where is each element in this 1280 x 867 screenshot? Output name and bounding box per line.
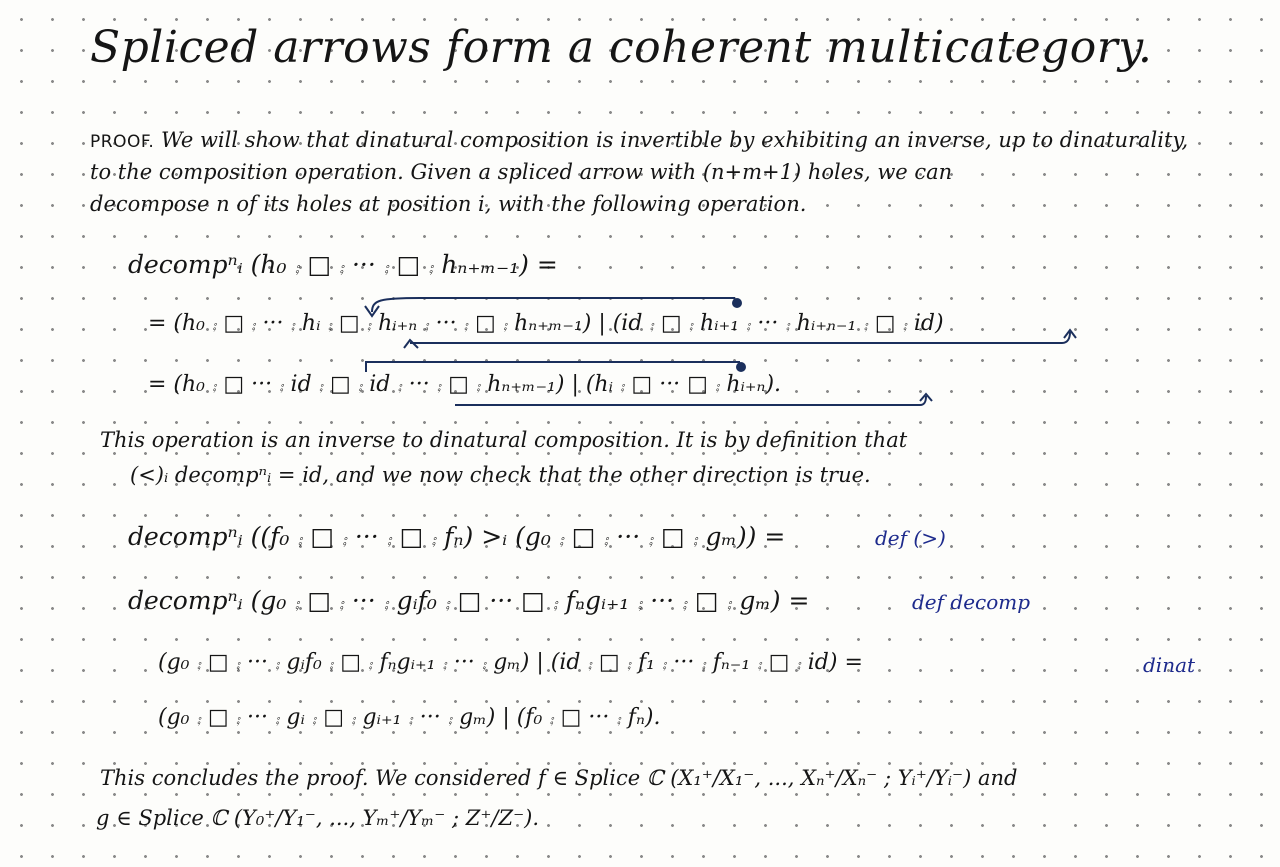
inverse-line-1: This operation is an inverse to dinatural composition. It is by definition that [100, 428, 908, 452]
calc-line-3: (g₀ ⨾ □ ⨾ ··· ⨾ gᵢf₀ ⨾ □ ⨾ fₙgᵢ₊₁ ⨾ ··· ⨾ gₘ) | (id ⨾ □ ⨾ f₁ ⨾ ··· ⨾ fₙ₋₁ ⨾ □ ⨾ id) = [158, 650, 863, 675]
arrow-top-2 [366, 362, 740, 372]
decomp-step-1: = (h₀ ⨾ □ ⨾ ··· ⨾ hᵢ ⨾ □ ⨾ hᵢ₊ₙ ⨾ ··· ⨾ □ ⨾ hₙ₊ₘ₋₁) | (id ⨾ □ ⨾ hᵢ₊₁ ⨾ ··· ⨾ hᵢ₊ₙ₋₁ ⨾ □ ⨾ id) [148, 311, 944, 336]
arrow-bottom-2 [455, 396, 926, 405]
arrow-dot [732, 298, 742, 308]
calc-note-1: def (>) [875, 526, 946, 550]
inverse-line-2: (<)ᵢ decompⁿᵢ = id, and we now check that the other direction is true. [130, 463, 871, 487]
proof-line-2: to the composition operation. Given a spliced arrow with (n+m+1) holes, we can [90, 160, 953, 184]
calc-line-2: decompⁿᵢ (g₀ ⨾ □ ⨾ ··· ⨾ gᵢf₀ ⨾ □ ··· □ ⨾ fₙgᵢ₊₁ ⨾ ··· ⨾ □ ⨾ gₘ) = [128, 586, 810, 615]
conclusion-line-2: g ∈ Splice ℂ (Y₀⁺/Y₁⁻, ..., Yₘ⁺/Yₘ⁻ ; Z⁺/Z⁻). [96, 806, 540, 830]
arrow-dot-2 [736, 362, 746, 372]
page-title: Spliced arrows form a coherent multicategory. [90, 22, 1153, 73]
decomp-step-2: = (h₀ ⨾ □ ··· ⨾ id ⨾ □ ⨾ id ⨾ ··· ⨾ □ ⨾ hₙ₊ₘ₋₁) | (hᵢ ⨾ □ ··· □ ⨾ hᵢ₊ₙ). [148, 372, 782, 397]
calc-note-2: def decomp [912, 590, 1031, 614]
calc-line-4: (g₀ ⨾ □ ⨾ ··· ⨾ gᵢ ⨾ □ ⨾ gᵢ₊₁ ⨾ ··· ⨾ gₘ) | (f₀ ⨾ □ ··· ⨾ fₙ). [158, 705, 661, 730]
calc-note-3: dinat [1143, 653, 1196, 677]
arrow-bottom [410, 332, 1070, 343]
proof-label: PROOF. [90, 132, 155, 152]
calc-line-1: decompⁿᵢ ((f₀ ⨾ □ ⨾ ··· ⨾ □ ⨾ fₙ) >ᵢ (g₀ ⨾ □ ⨾ ··· ⨾ □ ⨾ gₘ)) = [128, 522, 786, 551]
arrow-top [372, 298, 735, 312]
proof-text-1: We will show that dinatural composition is invertible by exhibiting an inverse, up to dinaturality, [160, 128, 1189, 152]
proof-line-3: decompose n of its holes at position i, with the following operation. [90, 192, 807, 216]
decomp-definition: decompⁿᵢ (h₀ ⨾ □ ⨾ ··· ⨾ □ ⨾ hₙ₊ₘ₋₁) = [128, 250, 558, 279]
conclusion-line-1: This concludes the proof. We considered f ∈ Splice ℂ (X₁⁺/X₁⁻, ..., Xₙ⁺/Xₙ⁻ ; Yᵢ⁺/Yᵢ⁻) and [100, 766, 1018, 790]
